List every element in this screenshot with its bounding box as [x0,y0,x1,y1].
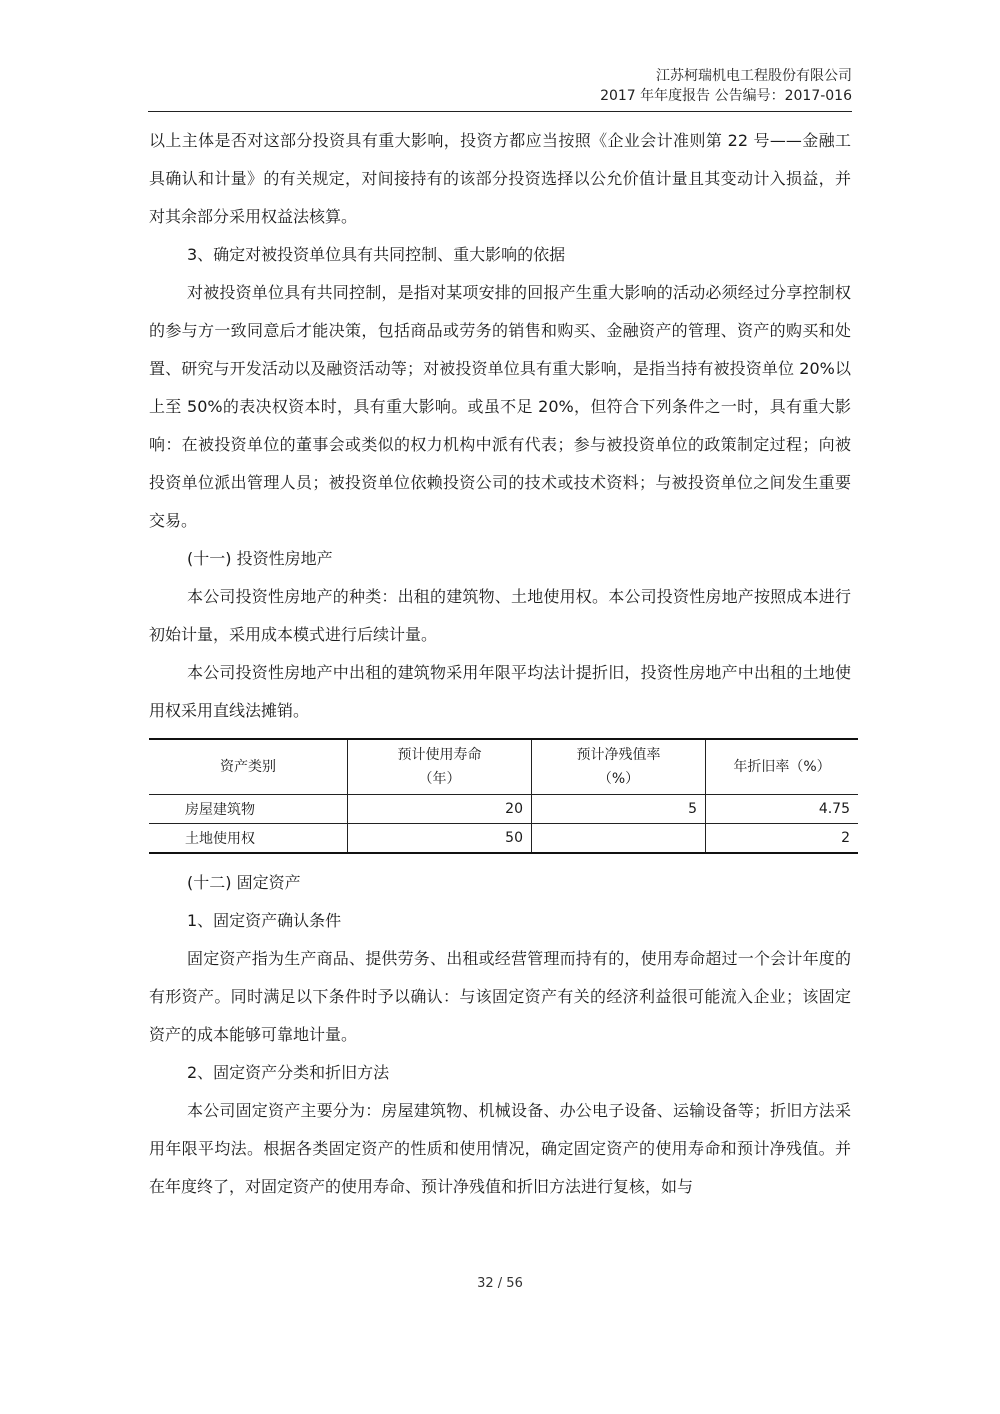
depreciation-table [149,738,858,854]
document-body [149,122,851,1206]
section-heading-fixed-assets: (十二) 固定资产 [187,873,301,892]
table-cell-life: 50 [348,824,532,854]
paragraph-continued: 以上主体是否对这部分投资具有重大影响，投资方都应当按照《企业会计准则第 22 号——金融工具确认和计量》的有关规定，对间接持有的该部分投资选择以公允价值计量且其变动计入损益，并对其余部分采用权益法核算。 [149,131,851,226]
section-heading-investment-property: (十一) 投资性房地产 [187,549,333,568]
table-row [149,824,858,854]
paragraph-classification: 本公司固定资产主要分为：房屋建筑物、机械设备、办公电子设备、运输设备等；折旧方法采用年限平均法。根据各类固定资产的性质和使用情况，确定固定资产的使用寿命和预计净残值。并在年度终了，对固定资产的使用寿命、预计净残值和折旧方法进行复核，如与 [149,1101,851,1196]
page-header [148,66,852,106]
table-row [149,795,858,824]
table-header-cell: 预计使用寿命 （年） [348,739,532,795]
table-header-cell: 年折旧率（%） [706,739,859,795]
table-header-cell: 资产类别 [149,739,348,795]
table-header-cell: 预计净残值率 （%） [532,739,706,795]
table-cell-rate: 4.75 [706,795,859,824]
table-cell-life: 20 [348,795,532,824]
section-heading-classification: 2、固定资产分类和折旧方法 [187,1063,390,1082]
paragraph-recognition: 固定资产指为生产商品、提供劳务、出租或经营管理而持有的，使用寿命超过一个会计年度的有形资产。同时满足以下条件时予以确认：与该固定资产有关的经济利益很可能流入企业；该固定资产的成本能够可靠地计量。 [149,949,851,1044]
table-cell-residual [532,824,706,854]
table-header-row [149,739,858,795]
company-name: 江苏柯瑞机电工程股份有限公司 [656,68,852,84]
paragraph-joint-control: 对被投资单位具有共同控制，是指对某项安排的回报产生重大影响的活动必须经过分享控制权的参与方一致同意后才能决策，包括商品或劳务的销售和购买、金融资产的管理、资产的购买和处置、研究与开发活动以及融资活动等；对被投资单位具有重大影响，是指当持有被投资单位 20%以上至 50%的表决权资本时，具有重大影响。或虽不足 20%，但符合下列条件之一时，具有重大影响：在被投资单位的董事会或类似的权力机构中派有代表；参与被投资单位的政策制定过程；向被投资单位派出管理人员；被投资单位依赖投资公司的技术或技术资料；与被投资单位之间发生重要交易。 [149,283,851,530]
paragraph-investment-property-depreciation: 本公司投资性房地产中出租的建筑物采用年限平均法计提折旧，投资性房地产中出租的土地使用权采用直线法摊销。 [149,663,851,720]
page-number: 32 / 56 [477,1276,523,1291]
table-cell-category: 土地使用权 [149,824,348,854]
section-heading-recognition: 1、固定资产确认条件 [187,911,342,930]
table-cell-category: 房屋建筑物 [149,795,348,824]
header-divider [148,111,852,112]
table-cell-residual: 5 [532,795,706,824]
section-heading-joint-control: 3、确定对被投资单位具有共同控制、重大影响的依据 [187,245,566,264]
table-cell-rate: 2 [706,824,859,854]
report-id: 2017 年年度报告 公告编号：2017-016 [600,88,852,104]
paragraph-investment-property-types: 本公司投资性房地产的种类：出租的建筑物、土地使用权。本公司投资性房地产按照成本进行初始计量，采用成本模式进行后续计量。 [149,587,851,644]
